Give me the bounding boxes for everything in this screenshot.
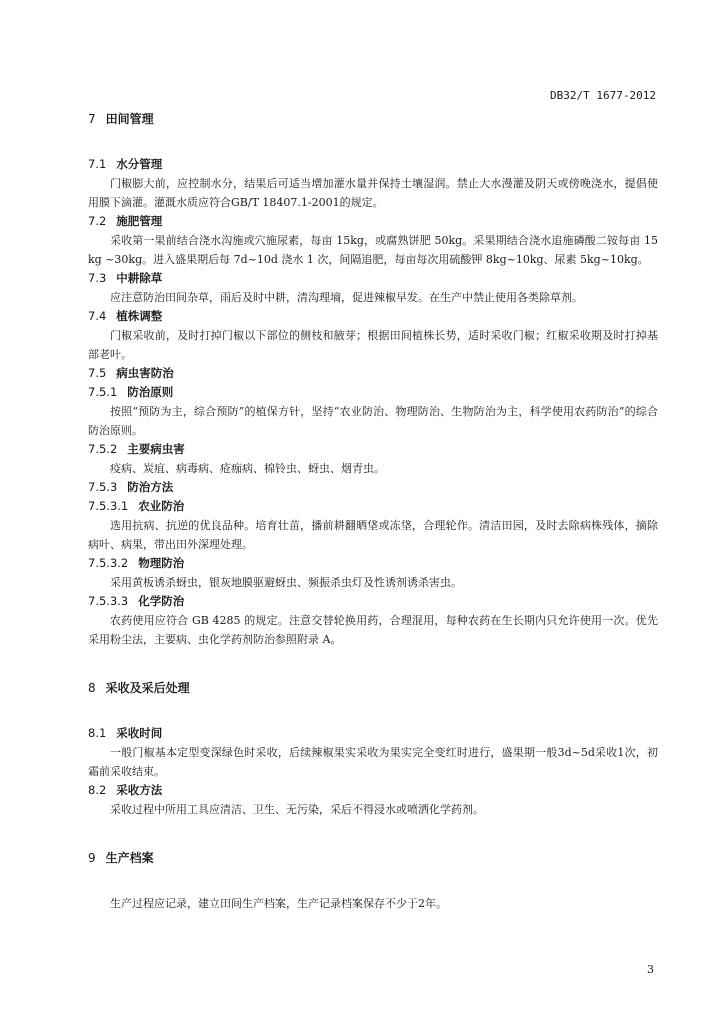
section-number: 7.2 <box>88 214 107 228</box>
section-title: 水分管理 <box>116 157 163 171</box>
section-number: 7.5.3.2 <box>88 556 129 570</box>
section-number: 7.4 <box>88 309 107 323</box>
section-7-1-heading <box>88 155 658 174</box>
section-7-1-text: 门椒膨大前，应控制水分，结果后可适当增加灌水量并保持土壤湿润。禁止大水漫灌及阴天或傍晚浇水，提倡使用膜下滴灌。灌溉水质应符合GB/T 18407.1-2001的规定。 <box>88 177 658 209</box>
section-number: 7.5 <box>88 366 107 380</box>
section-number: 7.3 <box>88 271 107 285</box>
section-7-2-text: 采收第一果前结合浇水沟施或穴施尿素，每亩 15kg，或腐熟饼肥 50kg。采果期结合浇水追施磷酸二铵每亩 15 kg ~30kg。进入盛果期后每 7d~10d 浇水 1 次，间隔追肥，每亩每次用硫酸钾 8kg~10kg、尿素 5kg~10kg。 <box>88 234 658 266</box>
section-7-5-3-2-text: 采用黄板诱杀蚜虫，银灰地膜驱避蚜虫、频振杀虫灯及性诱剂诱杀害虫。 <box>110 576 462 589</box>
section-title: 农业防治 <box>138 499 185 513</box>
section-7-4-text: 门椒采收前，及时打掉门椒以下部位的侧枝和腋芽；根据田间植株长势，适时采收门椒；红椒采收期及时打掉基部老叶。 <box>88 329 658 361</box>
section-title: 植株调整 <box>116 309 163 323</box>
section-number: 7.5.3.1 <box>88 499 129 513</box>
section-8-2-text: 采收过程中所用工具应清洁、卫生、无污染，采后不得浸水或喷洒化学药剂。 <box>110 803 484 816</box>
section-title: 防治方法 <box>127 480 174 494</box>
section-8-heading <box>88 679 658 696</box>
section-number: 8 <box>88 681 96 695</box>
section-title: 施肥管理 <box>116 214 163 228</box>
section-title: 采收及采后处理 <box>105 681 190 695</box>
section-8-1-text: 一般门椒基本定型变深绿色时采收，后续辣椒果实采收为果实完全变红时进行，盛果期一般3d~5d采收1次，初霜前采收结束。 <box>88 746 658 778</box>
section-number: 7.5.3 <box>88 480 118 494</box>
section-number: 7.1 <box>88 157 107 171</box>
section-7-5-heading <box>88 364 658 383</box>
section-title: 化学防治 <box>138 594 185 608</box>
section-7-5-3-heading <box>88 478 658 497</box>
page-number: 3 <box>647 963 654 976</box>
section-title: 生产档案 <box>105 851 154 865</box>
section-title: 田间管理 <box>105 112 154 126</box>
section-7-5-1-text: 按照“预防为主，综合预防”的植保方针，坚持“农业防治、物理防治、生物防治为主，科学使用农药防治”的综合防治原则。 <box>88 405 658 437</box>
section-9-text: 生产过程应记录，建立田间生产档案，生产记录档案保存不少于2年。 <box>110 897 447 910</box>
section-number: 9 <box>88 851 96 865</box>
section-7-5-2-heading <box>88 440 658 459</box>
section-number: 7.5.1 <box>88 385 118 399</box>
section-7-5-3-3-text: 农药使用应符合 GB 4285 的规定。注意交替轮换用药，合理混用，每种农药在生长期内只允许使用一次。优先采用粉尘法，主要病、虫化学药剂防治参照附录 A。 <box>88 614 658 646</box>
section-7-2-heading <box>88 212 658 231</box>
section-9-heading <box>88 849 658 866</box>
section-title: 中耕除草 <box>116 271 163 285</box>
section-number: 7.5.2 <box>88 442 118 456</box>
section-number: 7.5.3.3 <box>88 594 129 608</box>
section-number: 8.2 <box>88 783 107 797</box>
page-content <box>88 110 658 913</box>
section-number: 8.1 <box>88 726 107 740</box>
section-7-4-heading <box>88 307 658 326</box>
section-title: 防治原则 <box>127 385 174 399</box>
standard-code: DB32/T 1677-2012 <box>550 89 656 102</box>
section-8-1-heading <box>88 724 658 743</box>
section-7-5-3-3-heading <box>88 592 658 611</box>
section-7-5-1-heading <box>88 383 658 402</box>
section-title: 采收方法 <box>116 783 163 797</box>
section-title: 采收时间 <box>116 726 163 740</box>
section-title: 主要病虫害 <box>127 442 185 456</box>
section-7-5-3-2-heading <box>88 554 658 573</box>
section-7-5-2-text: 疫病、炭疽、病毒病、疮痂病、棉铃虫、蚜虫、烟青虫。 <box>110 462 385 475</box>
section-number: 7 <box>88 112 96 126</box>
section-title: 病虫害防治 <box>116 366 174 380</box>
section-7-heading <box>88 110 658 127</box>
section-7-5-3-1-text: 选用抗病、抗逆的优良品种。培育壮苗，播前耕翻晒垡或冻垡，合理轮作。清洁田园，及时去除病株残体，摘除病叶、病果，带出田外深埋处理。 <box>88 519 658 551</box>
section-7-5-3-1-heading <box>88 497 658 516</box>
section-title: 物理防治 <box>138 556 185 570</box>
section-7-3-text: 应注意防治田间杂草，雨后及时中耕，清沟理墒，促进辣椒早发。在生产中禁止使用各类除草剂。 <box>110 291 583 304</box>
section-7-3-heading <box>88 269 658 288</box>
section-8-2-heading <box>88 781 658 800</box>
